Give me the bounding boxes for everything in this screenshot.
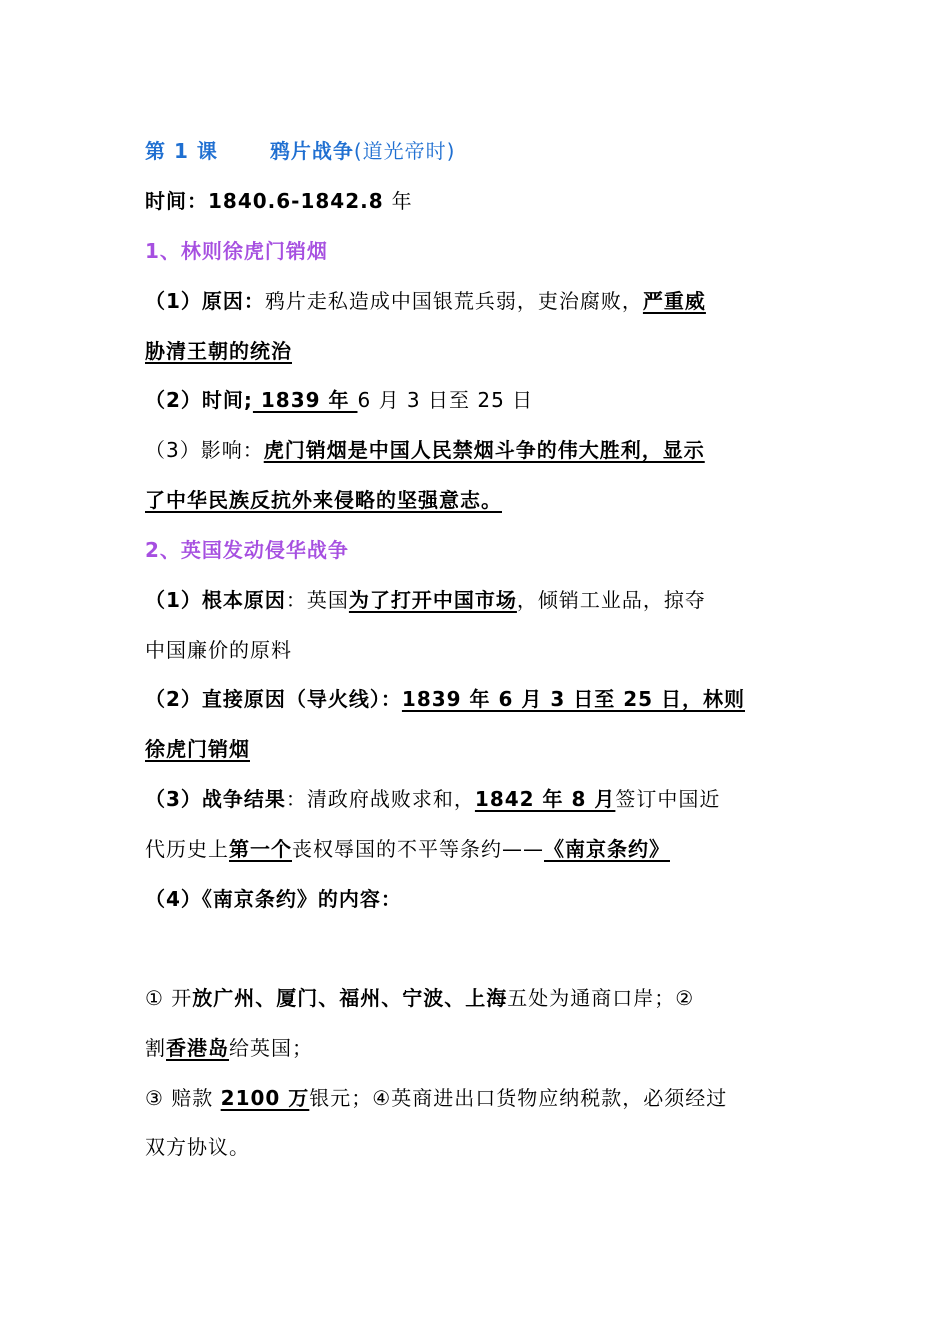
direct-cause-label: （2）直接原因（导火线）： xyxy=(145,687,402,711)
term-line-3 xyxy=(145,1084,810,1112)
term2-prefix: 割 xyxy=(145,1036,166,1060)
lesson-title xyxy=(145,137,810,165)
result-text-d: 丧权辱国的不平等条约—— xyxy=(292,837,544,861)
impact-label: （3）影响： xyxy=(145,438,264,462)
direct-cause-emphasis-a: 1839 年 6 月 3 日至 25 日，林则 xyxy=(401,687,745,711)
root-cause-colon: ：英国 xyxy=(285,588,349,612)
result-date: 1842 年 8 月 xyxy=(474,787,616,811)
cause-emphasis-a: 严重威 xyxy=(642,289,706,313)
treaty-content-label: （4）《南京条约》的内容： xyxy=(145,887,402,911)
lesson-emperor: (道光帝时) xyxy=(353,139,456,163)
result-text-b: 签订中国近 xyxy=(615,787,721,811)
root-cause-emphasis: 为了打开中国市场 xyxy=(348,588,517,612)
term4-text: 双方协议。 xyxy=(145,1135,250,1159)
time2-date: 1839 年 xyxy=(252,388,358,412)
lesson-number: 第 1 课 xyxy=(145,139,218,163)
result-text-a: ：清政府战败求和， xyxy=(285,787,475,811)
root-cause-line xyxy=(145,586,810,614)
result-treaty: 《南京条约》 xyxy=(544,837,670,861)
term-line-4 xyxy=(145,1133,810,1161)
section1-heading: 1、林则徐虎门销烟 xyxy=(145,239,328,263)
result-line-2 xyxy=(145,835,810,863)
time-value: 1840.6-1842.8 xyxy=(208,189,384,213)
cause-emphasis-b: 胁清王朝的统治 xyxy=(145,339,292,363)
cause-text: 鸦片走私造成中国银荒兵弱，吏治腐败， xyxy=(264,289,643,313)
section1-impact-line-2 xyxy=(145,486,810,514)
root-cause-label: （1）根本原因 xyxy=(145,588,286,612)
term1-suffix: 五处为通商口岸；② xyxy=(507,986,695,1010)
result-label: （3）战争结果 xyxy=(145,787,286,811)
term-line-2 xyxy=(145,1034,810,1062)
term1-ports: 放广州、厦门、福州、宁波、上海 xyxy=(192,986,508,1010)
direct-cause-emphasis-b: 徐虎门销烟 xyxy=(145,737,250,761)
section1-cause-line xyxy=(145,287,810,315)
time2-rest: 6 月 3 日至 25 日 xyxy=(357,388,534,412)
lesson-name: 鸦片战争 xyxy=(269,139,354,163)
root-cause-rest-b: 中国廉价的原料 xyxy=(145,638,292,662)
section1-impact-line xyxy=(145,436,810,464)
term1-prefix: ① 开 xyxy=(145,986,193,1010)
section1-time-line xyxy=(145,386,810,414)
root-cause-line-2 xyxy=(145,636,810,664)
term3-prefix: ③ 赔款 xyxy=(145,1086,221,1110)
term2-suffix: 给英国； xyxy=(229,1036,313,1060)
section1-cause-line-2 xyxy=(145,337,810,365)
time-unit: 年 xyxy=(391,189,413,213)
root-cause-rest-a: ，倾销工业品，掠夺 xyxy=(516,588,706,612)
term-line-1 xyxy=(145,984,810,1012)
term3-amount: 2100 万 xyxy=(220,1086,310,1110)
time-line xyxy=(145,187,810,215)
direct-cause-line-2 xyxy=(145,735,810,763)
section2-heading: 2、英国发动侵华战争 xyxy=(145,538,349,562)
time2-label: （2）时间; xyxy=(145,388,253,412)
result-line xyxy=(145,785,810,813)
impact-emphasis-b: 了中华民族反抗外来侵略的坚强意志。 xyxy=(145,488,502,512)
time-label: 时间： xyxy=(145,189,208,213)
impact-emphasis-a: 虎门销烟是中国人民禁烟斗争的伟大胜利，显示 xyxy=(263,438,705,462)
term3-suffix: 银元；④英商进出口货物应纳税款，必须经过 xyxy=(309,1086,728,1110)
cause-label: （1）原因： xyxy=(145,289,265,313)
direct-cause-line xyxy=(145,685,810,713)
term2-place: 香港岛 xyxy=(166,1036,229,1060)
result-first: 第一个 xyxy=(229,837,292,861)
result-text-c: 代历史上 xyxy=(145,837,229,861)
